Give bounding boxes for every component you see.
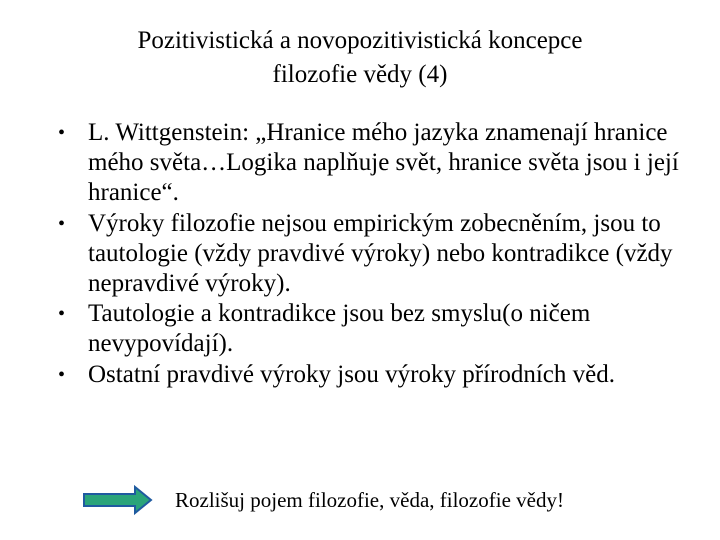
bullet-text: Výroky filozofie nejsou empirickým zobecněním, jsou to tautologie (vždy pravdivé výroky) nebo kontradikce (vždy nepravdivé výroky). bbox=[88, 209, 673, 298]
bullet-item bbox=[58, 299, 698, 359]
title-line-1: Pozitivistická a novopozitivistická koncepce bbox=[137, 27, 583, 54]
bullet-text: L. Wittgenstein: „Hranice mého jazyka znamenají hranice mého světa…Logika naplňuje svět, hranice světa jsou i její hranice“. bbox=[88, 119, 679, 207]
bullet-item bbox=[58, 118, 698, 209]
bullet-item bbox=[58, 209, 698, 300]
title-line-2: filozofie vědy (4) bbox=[272, 61, 448, 88]
bullet-marker: • bbox=[58, 212, 66, 235]
footer-note: Rozlišuj pojem filozofie, věda, filozofie vědy! bbox=[175, 488, 564, 512]
slide-title bbox=[60, 24, 660, 92]
bullet-marker: • bbox=[58, 122, 66, 144]
bullet-marker: • bbox=[58, 303, 66, 326]
bullet-text: Ostatní pravdivé výroky jsou výroky přírodních věd. bbox=[88, 360, 615, 388]
right-arrow-icon bbox=[83, 484, 153, 516]
bullet-text: Tautologie a kontradikce jsou bez smyslu(o ničem nevypovídají). bbox=[88, 300, 591, 358]
bullet-item bbox=[58, 360, 698, 390]
bullet-marker: • bbox=[58, 363, 66, 386]
footer-row bbox=[83, 484, 683, 516]
bullet-list bbox=[58, 118, 698, 390]
